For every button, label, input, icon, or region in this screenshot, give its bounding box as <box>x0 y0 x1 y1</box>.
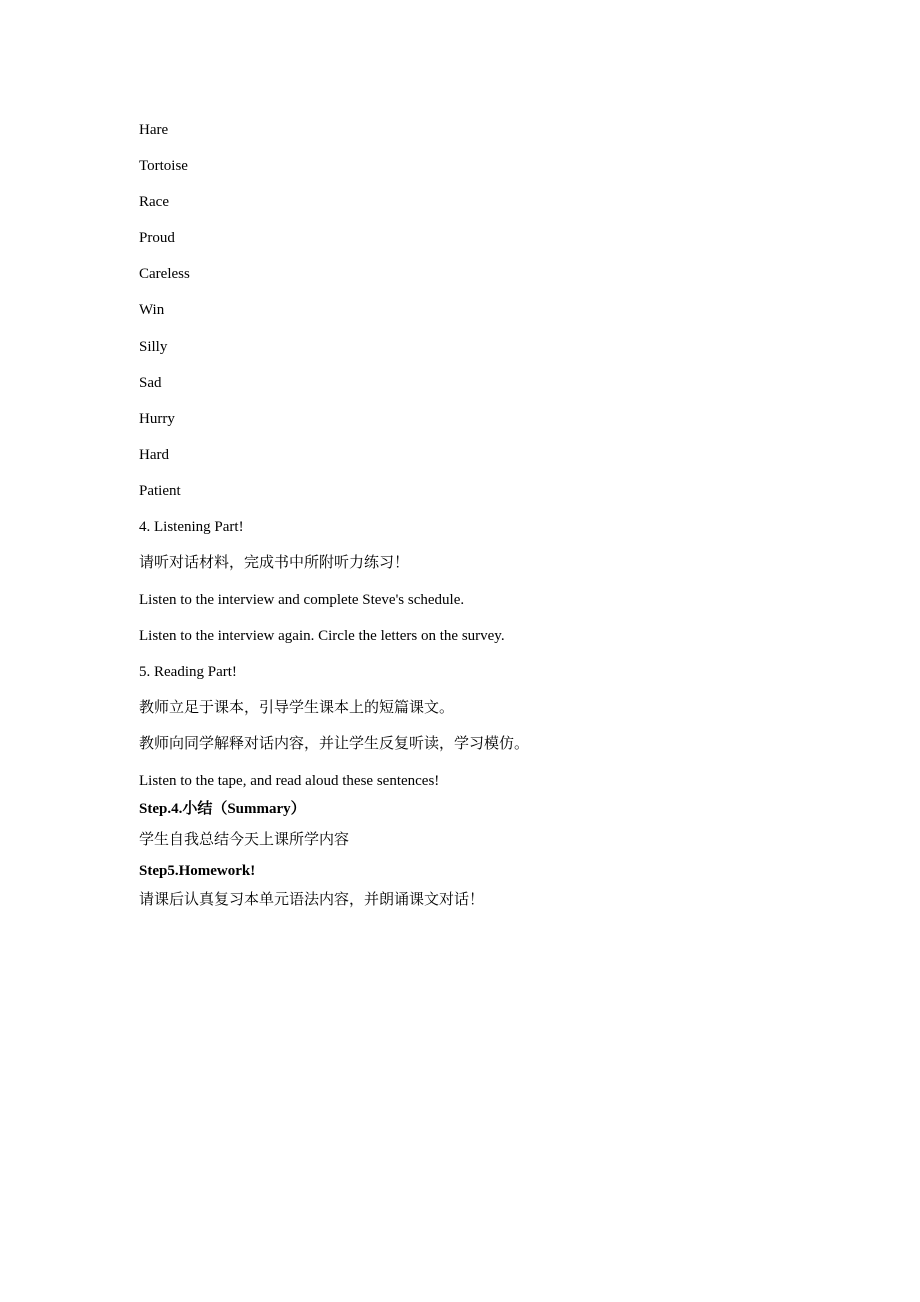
vocab-sad: Sad <box>139 375 162 391</box>
listening-instruction: 请听对话材料，完成书中所附听力练习！ <box>139 555 410 571</box>
vocab-proud: Proud <box>139 230 175 246</box>
vocab-tortoise: Tortoise <box>139 158 188 174</box>
vocab-hard: Hard <box>139 447 169 463</box>
reading-line-2: 教师向同学解释对话内容，并让学生反复听读，学习模仿。 <box>139 736 530 752</box>
reading-heading: 5. Reading Part! <box>139 664 237 680</box>
vocab-hurry: Hurry <box>139 411 175 427</box>
vocab-win: Win <box>139 302 165 318</box>
vocab-race: Race <box>139 194 169 210</box>
listening-heading: 4. Listening Part! <box>139 519 244 535</box>
listening-task-2: Listen to the interview again. Circle the letters on the survey. <box>139 628 505 644</box>
step5-heading: Step5.Homework! <box>139 863 256 879</box>
vocab-patient: Patient <box>139 483 181 499</box>
vocab-careless: Careless <box>139 266 190 282</box>
reading-line-3: Listen to the tape, and read aloud these sentences! <box>139 773 440 789</box>
vocab-silly: Silly <box>139 339 168 355</box>
step5-text: 请课后认真复习本单元语法内容，并朗诵课文对话！ <box>139 892 485 908</box>
step4-text: 学生自我总结今天上课所学内容 <box>139 832 350 848</box>
vocab-hare: Hare <box>139 122 169 138</box>
listening-task-1: Listen to the interview and complete Steve's schedule. <box>139 592 465 608</box>
step4-heading: Step.4.小结（Summary） <box>139 801 306 817</box>
reading-line-1: 教师立足于课本，引导学生课本上的短篇课文。 <box>139 700 455 716</box>
